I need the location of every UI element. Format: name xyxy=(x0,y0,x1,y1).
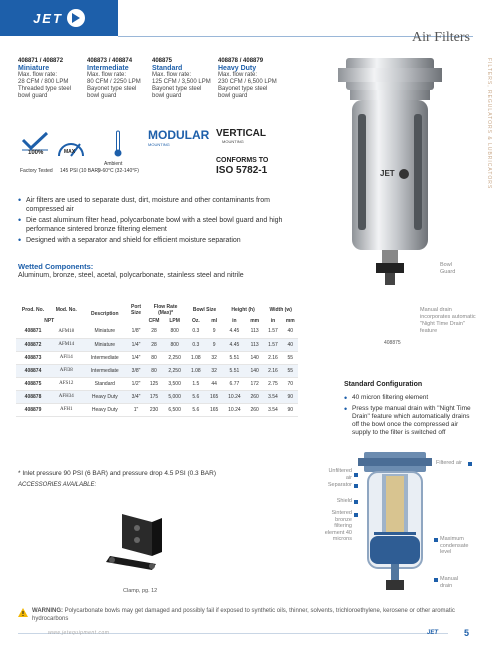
col-width: Width (w) xyxy=(269,307,292,313)
model-spec: Bayonet type steel xyxy=(152,86,202,92)
table-cell: 408871 xyxy=(16,325,50,338)
table-cell: 0.3 xyxy=(186,325,205,338)
table-cell: 230 xyxy=(145,403,163,416)
table-cell: 2.16 xyxy=(263,351,282,364)
label-line: Maximum xyxy=(440,536,464,542)
unfiltered-air-label xyxy=(312,468,352,481)
table-cell: 3/8" xyxy=(127,364,145,377)
col-description: Description xyxy=(91,311,119,317)
inlet-note: * Inlet pressure 90 PSI (6 BAR) and pressure drop 4.5 PSI (0.3 BAR) xyxy=(18,470,216,477)
table-cell: 90 xyxy=(283,390,298,403)
table-cell: Heavy Duty xyxy=(82,390,127,403)
model-miniature xyxy=(18,58,78,100)
model-spec: bowl guard xyxy=(218,93,248,99)
psi-label: 145 PSI (10 BAR) xyxy=(60,168,100,174)
col-mm: mm xyxy=(250,318,260,324)
page-title: Air Filters xyxy=(412,30,470,45)
conforms-label: CONFORMS TO xyxy=(216,157,269,164)
callout-dot xyxy=(354,484,358,488)
table-cell: AFH1 xyxy=(50,403,82,416)
model-spec: Max. flow rate: xyxy=(18,72,58,78)
table-cell: Miniature xyxy=(82,325,127,338)
accessories-title: ACCESSORIES AVAILABLE: xyxy=(18,482,97,488)
table-cell: 2,250 xyxy=(163,351,186,364)
drain-label: Manual drain incorporates automatic "Night Time Drain" feature xyxy=(420,307,476,334)
table-cell: Intermediate xyxy=(82,364,127,377)
port-label: Port xyxy=(131,304,142,310)
footer-logo: JET xyxy=(427,630,439,636)
table-cell: 4.45 xyxy=(223,325,246,338)
table-header-row xyxy=(16,303,298,317)
label-line: element 40 xyxy=(324,529,352,536)
table-cell: 40 xyxy=(283,325,298,338)
warning-bold: WARNING: xyxy=(32,608,63,614)
manual-drain-label xyxy=(440,576,458,589)
table-cell: AFM14 xyxy=(50,338,82,351)
table-cell: AFI14 xyxy=(50,351,82,364)
label-line: Guard xyxy=(440,269,456,275)
model-spec: Bayonet type steel xyxy=(218,86,268,92)
table-cell: 0.3 xyxy=(186,338,205,351)
col-in: in xyxy=(270,318,276,324)
table-cell: 165 xyxy=(205,403,222,416)
table-cell: 3/4" xyxy=(127,390,145,403)
model-spec: bowl guard xyxy=(152,93,182,99)
model-spec: Max. flow rate: xyxy=(218,72,258,78)
label-line: filtering xyxy=(334,523,352,529)
table-cell: 9 xyxy=(205,325,222,338)
callout-dot xyxy=(354,473,358,477)
table-cell: 125 xyxy=(145,377,163,390)
model-spec: Threaded type steel xyxy=(18,86,72,92)
ambient-value: 0-60°C (32-140°F) xyxy=(98,168,139,174)
label-line: air xyxy=(345,474,352,481)
model-heavy-duty xyxy=(218,58,278,100)
model-number: 408875 xyxy=(152,58,173,64)
table-cell: 6,500 xyxy=(163,403,186,416)
col-ml: ml xyxy=(211,318,218,324)
label-line: level xyxy=(440,549,452,555)
feature-bullet: • Designed with a separator and shield for efficient moisture separation xyxy=(18,236,308,245)
table-cell: 800 xyxy=(163,325,186,338)
table-cell: 165 xyxy=(205,390,222,403)
table-cell: 800 xyxy=(163,338,186,351)
table-cell: 1/8" xyxy=(127,325,145,338)
table-cell: 28 xyxy=(145,325,163,338)
table-cell: 1.08 xyxy=(186,351,205,364)
table-cell: 90 xyxy=(283,403,298,416)
product-code: 408875 xyxy=(384,340,401,346)
table-cell: 5,000 xyxy=(163,390,186,403)
vertical-label: VERTICAL xyxy=(216,128,266,139)
table-cell: 28 xyxy=(145,338,163,351)
table-row xyxy=(16,403,298,416)
col-bowl: Bowl Size xyxy=(192,307,217,313)
callout-dot xyxy=(354,500,358,504)
table-cell: AFM18 xyxy=(50,325,82,338)
table-cell: 3,500 xyxy=(163,377,186,390)
table-cell: 2.75 xyxy=(263,377,282,390)
table-cell: 10.24 xyxy=(223,403,246,416)
table-cell: 9 xyxy=(205,338,222,351)
table-cell: 55 xyxy=(283,364,298,377)
model-spec: bowl guard xyxy=(87,93,117,99)
model-number: 408873 / 408874 xyxy=(87,58,133,64)
config-bullet: • 40 micron filtering element xyxy=(344,394,474,402)
vertical-sub: MOUNTING xyxy=(222,139,244,144)
table-cell: 408879 xyxy=(16,403,50,416)
table-cell: 260 xyxy=(246,403,263,416)
size-label: Size xyxy=(131,310,142,316)
table-cell: 3.54 xyxy=(263,403,282,416)
factory-tested-label: Factory Tested xyxy=(20,168,53,174)
table-cell: AFS12 xyxy=(50,377,82,390)
table-cell: 140 xyxy=(246,351,263,364)
table-cell: 175 xyxy=(145,390,163,403)
col-flow xyxy=(145,303,186,317)
table-cell: 1/2" xyxy=(127,377,145,390)
col-in: in xyxy=(232,318,237,324)
table-cell: 2.16 xyxy=(263,364,282,377)
col-height: Height (h) xyxy=(231,307,255,313)
model-name: Heavy Duty xyxy=(218,65,257,72)
shield-label: Shield xyxy=(336,498,352,504)
col-cfm: CFM xyxy=(148,318,160,324)
model-spec: 80 CFM / 2250 LPM xyxy=(87,79,141,85)
table-cell: AFH34 xyxy=(50,390,82,403)
table-cell: 172 xyxy=(246,377,263,390)
table-cell: Heavy Duty xyxy=(82,403,127,416)
table-cell: 5.6 xyxy=(186,390,205,403)
table-cell: Standard xyxy=(82,377,127,390)
modular-sub: MOUNTING xyxy=(148,142,170,147)
table-cell: 408873 xyxy=(16,351,50,364)
table-cell: 10.24 xyxy=(223,390,246,403)
sintered-label xyxy=(306,510,352,543)
standard-config-title: Standard Configuration xyxy=(344,381,423,388)
col-npt: NPT xyxy=(44,318,55,324)
thermometer-icon xyxy=(114,130,122,158)
col-lpm: LPM xyxy=(169,318,180,324)
ambient-title: Ambient xyxy=(104,161,123,167)
model-name: Standard xyxy=(152,65,183,72)
model-spec: 230 CFM / 6,500 LPM xyxy=(218,79,277,85)
table-cell: 40 xyxy=(283,338,298,351)
callout-dot xyxy=(434,538,438,542)
separator-label: Separator xyxy=(327,482,352,488)
model-spec: 125 CFM / 3,500 LPM xyxy=(152,79,211,85)
table-cell: 408872 xyxy=(16,338,50,351)
jet-logo xyxy=(0,0,118,36)
max-label: MAX xyxy=(64,149,76,155)
table-cell: 2,250 xyxy=(163,364,186,377)
label-line: microns xyxy=(332,536,352,542)
label-line: Manual xyxy=(440,576,459,582)
table-cell: 70 xyxy=(283,377,298,390)
iso-label: ISO 5782-1 xyxy=(216,165,268,176)
table-cell: 1.57 xyxy=(263,325,282,338)
model-standard xyxy=(152,58,212,100)
wetted-title: Wetted Components: xyxy=(18,262,94,271)
label-line: Sintered xyxy=(331,510,352,516)
table-row xyxy=(16,351,298,364)
model-spec: bowl guard xyxy=(18,93,48,99)
table-cell: 113 xyxy=(246,338,263,351)
warning-text xyxy=(32,607,462,623)
table-cell: 408874 xyxy=(16,364,50,377)
col-oz: Oz. xyxy=(191,318,200,324)
table-subheader-row xyxy=(16,317,298,325)
table-cell: 408875 xyxy=(16,377,50,390)
label-line: condensate xyxy=(440,542,469,549)
arrow-circle-icon xyxy=(67,9,85,27)
table-row xyxy=(16,377,298,390)
modular-label: MODULAR xyxy=(148,128,210,142)
table-cell: 1" xyxy=(127,403,145,416)
col-mm: mm xyxy=(285,318,295,324)
table-cell: 55 xyxy=(283,351,298,364)
model-name: Miniature xyxy=(18,65,50,72)
table-cell: 32 xyxy=(205,364,222,377)
warning-icon xyxy=(18,608,28,617)
website-link[interactable]: www.jetequipment.com xyxy=(48,630,110,636)
wetted-text: Aluminum, bronze, steel, acetal, polycarbonate, stainless steel and nitrile xyxy=(18,272,244,279)
table-cell: 260 xyxy=(246,390,263,403)
flow-label: Flow Rate xyxy=(153,304,178,310)
label-line: bronze xyxy=(335,516,352,523)
clamp-caption: Clamp, pg. 12 xyxy=(123,588,158,594)
model-spec: Max. flow rate: xyxy=(152,72,192,78)
bowl-guard-label xyxy=(440,262,455,276)
table-cell: Intermediate xyxy=(82,351,127,364)
col-mod-no: Mod. No. xyxy=(55,307,77,313)
percent-badge: 100% xyxy=(28,150,44,156)
table-cell: 1/4" xyxy=(127,338,145,351)
spec-table xyxy=(16,303,298,417)
feature-bullet: • Die cast aluminum filter head, polycarbonate bowl with a steel bowl guard and high performance sintered bronze filtering element xyxy=(18,216,308,234)
label-line: drain xyxy=(440,582,453,589)
callout-dot xyxy=(434,578,438,582)
page-number: 5 xyxy=(464,628,470,638)
table-cell: 44 xyxy=(205,377,222,390)
table-cell: 4.45 xyxy=(223,338,246,351)
col-prod-no: Prod. No. xyxy=(21,307,45,313)
filtered-air-label: Filtered air xyxy=(436,460,462,466)
model-number: 408871 / 408872 xyxy=(18,58,64,64)
air-filter-image xyxy=(338,58,442,293)
side-section-label: FILTERS, REGULATORS & LUBRICATORS xyxy=(486,58,492,190)
model-name: Intermediate xyxy=(87,65,129,72)
table-cell: 6.77 xyxy=(223,377,246,390)
max-label: (Max)* xyxy=(158,310,174,316)
table-cell: AFI38 xyxy=(50,364,82,377)
callout-dot xyxy=(354,513,358,517)
condensate-label xyxy=(440,536,468,556)
table-cell: 3.54 xyxy=(263,390,282,403)
table-cell: 1.57 xyxy=(263,338,282,351)
model-intermediate xyxy=(87,58,147,100)
table-row xyxy=(16,364,298,377)
table-cell: 32 xyxy=(205,351,222,364)
clamp-image xyxy=(100,508,180,576)
table-row xyxy=(16,390,298,403)
logo-text: JET xyxy=(33,10,63,26)
model-spec: Max. flow rate: xyxy=(87,72,127,78)
label-line: Unfiltered xyxy=(328,468,352,474)
feature-bullet: • Air filters are used to separate dust, dirt, moisture and other contaminants from compressed air xyxy=(18,196,308,214)
table-cell: 408878 xyxy=(16,390,50,403)
table-cell: 1.5 xyxy=(186,377,205,390)
table-cell: 80 xyxy=(145,364,163,377)
col-port xyxy=(127,303,145,317)
table-cell: 5.51 xyxy=(223,364,246,377)
table-cell: 140 xyxy=(246,364,263,377)
callout-dot xyxy=(468,462,472,466)
table-cell: 1.08 xyxy=(186,364,205,377)
table-row xyxy=(16,325,298,338)
gauge-icon xyxy=(56,134,86,160)
check-icon xyxy=(20,130,50,152)
filter-cutaway-diagram xyxy=(358,452,432,594)
table-cell: Miniature xyxy=(82,338,127,351)
model-number: 408878 / 408879 xyxy=(218,58,264,64)
model-spec: Bayonet type steel xyxy=(87,86,137,92)
svg-text:JET: JET xyxy=(380,169,395,178)
label-line: Bowl xyxy=(440,262,452,268)
table-row xyxy=(16,338,298,351)
model-spec: 28 CFM / 800 LPM xyxy=(18,79,69,85)
col-empty xyxy=(127,317,145,325)
config-bullet: • Press type manual drain with "Night Time Drain" feature which automatically drains off the bowl once the compressed air supply to the filter is switched off xyxy=(344,405,474,437)
warning-body: Polycarbonate bowls may get damaged and possibly fail if exposed to synthetic oils, thinner, solvents, trichloroethylene, kerosene or other aromatic hydrocarbons xyxy=(32,608,455,622)
table-cell: 5.51 xyxy=(223,351,246,364)
table-cell: 5.6 xyxy=(186,403,205,416)
table-cell: 113 xyxy=(246,325,263,338)
table-cell: 80 xyxy=(145,351,163,364)
table-cell: 1/4" xyxy=(127,351,145,364)
